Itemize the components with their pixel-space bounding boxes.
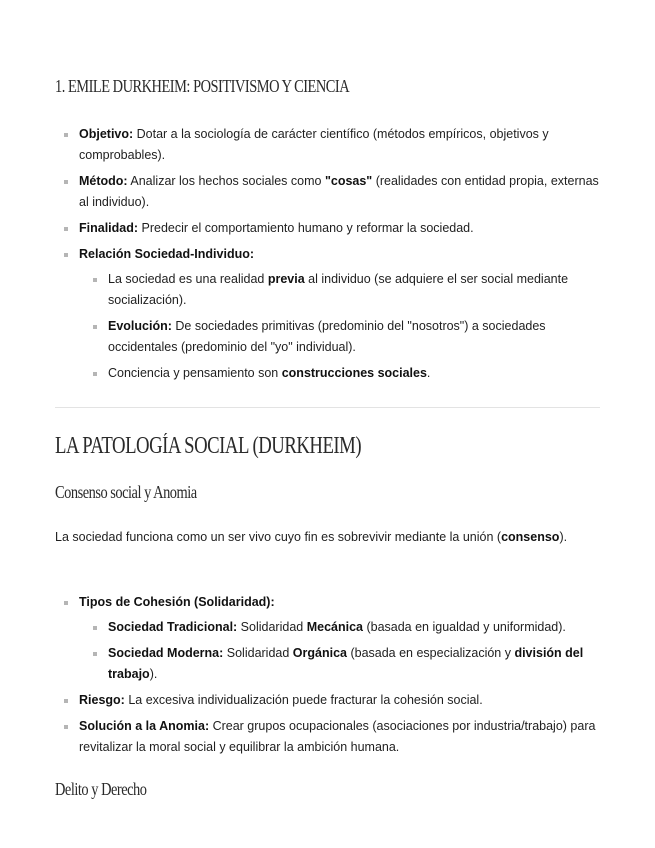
list-item-solucion-anomia: Solución a la Anomia: Crear grupos ocupacionales (asociaciones por industria/trabajo) para revitalizar la moral social y equilibrar la ambición humana. (55, 716, 600, 758)
list-item-tipos-cohesion: Tipos de Cohesión (Solidaridad): Sociedad Tradicional: Solidaridad Mecánica (basada en igualdad y uniformidad). Sociedad Moderna: Solidaridad Orgánica (basada en especialización y división del trabajo). (55, 592, 600, 685)
list-item-riesgo: Riesgo: La excesiva individualización puede fracturar la cohesión social. (55, 690, 600, 711)
subheading-consenso-anomia: Consenso social y Anomia (55, 482, 197, 502)
list-item-finalidad: Finalidad: Predecir el comportamiento humano y reformar la sociedad. (55, 218, 600, 239)
list-item-objetivo: Objetivo: Dotar a la sociología de carácter científico (métodos empíricos, objetivos y comprobables). (55, 124, 600, 166)
section-heading-patologia-social: LA PATOLOGÍA SOCIAL (DURKHEIM) (55, 433, 362, 459)
sublist-item-sociedad-moderna: Sociedad Moderna: Solidaridad Orgánica (basada en especialización y división del trabajo). (79, 643, 600, 685)
sublist-item-sociedad-tradicional: Sociedad Tradicional: Solidaridad Mecánica (basada en igualdad y uniformidad). (79, 617, 600, 638)
section-divider (55, 407, 600, 408)
sublist-item-evolucion: Evolución: De sociedades primitivas (predominio del "nosotros") a sociedades occidentales (predominio del "yo" individual). (79, 316, 600, 358)
list-item-metodo: Método: Analizar los hechos sociales como "cosas" (realidades con entidad propia, externas al individuo). (55, 171, 600, 213)
relacion-sublist (79, 269, 600, 384)
section-heading-durkheim-positivismo: 1. EMILE DURKHEIM: POSITIVISMO Y CIENCIA (55, 76, 350, 96)
cohesion-sublist (79, 617, 600, 685)
consenso-paragraph: La sociedad funciona como un ser vivo cuyo fin es sobrevivir mediante la unión (consenso). (55, 530, 568, 544)
sublist-item-conciencia: Conciencia y pensamiento son construcciones sociales. (79, 363, 600, 384)
subheading-delito-derecho: Delito y Derecho (55, 779, 147, 799)
sublist-item-sociedad-previa: La sociedad es una realidad previa al individuo (se adquiere el ser social mediante socialización). (79, 269, 600, 311)
list-item-relacion: Relación Sociedad-Individuo: La sociedad es una realidad previa al individuo (se adquiere el ser social mediante socialización). Evolución: De sociedades primitivas (predominio del "nosotros") a sociedades occidentales (predominio del "yo" individual). Conciencia y pensamiento son construcciones sociales. (55, 244, 600, 384)
positivismo-list (55, 124, 600, 389)
patologia-list (55, 592, 600, 763)
